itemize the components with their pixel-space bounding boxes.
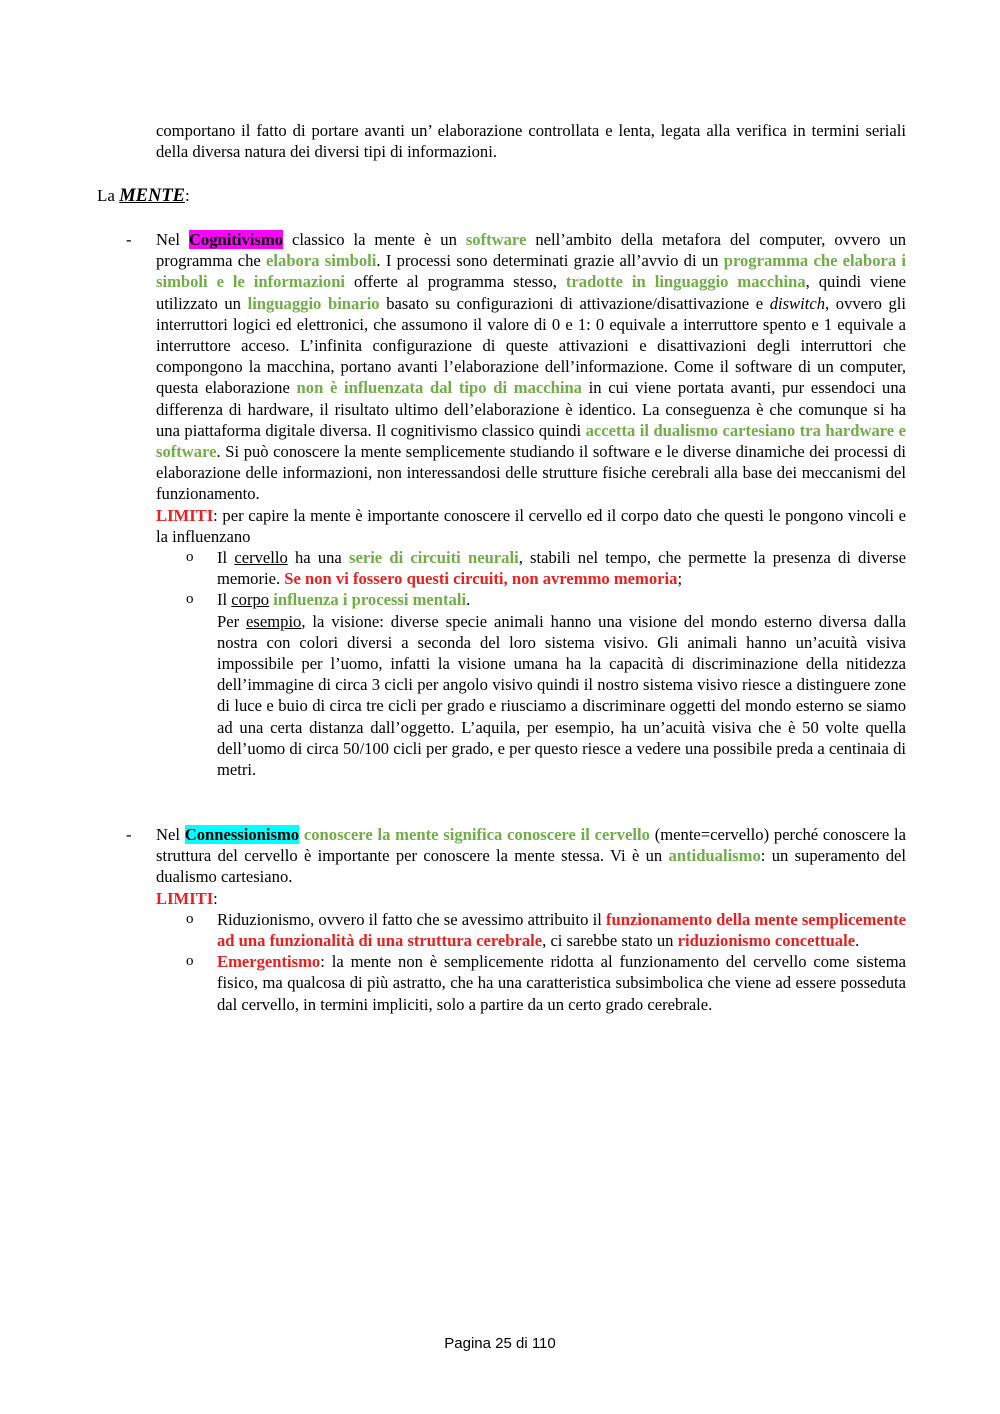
example-paragraph: Per esempio, la visione: diverse specie animali hanno una visione del mondo esterno diversa dalla nostra con colori diversi a seconda del loro sistema visivo. Gli animali hanno un’acuità visiva impossibile per l’uomo, infatti la visione umana ha la capacità di discriminazione della nitidezza dell’immagine di circa 3 cicli per angolo visivo quindi il nostro sistema visivo riesce a distinguere zone di luce e buio di circa tre cicli per grado e riusciamo a discriminare oggetti del mondo esterno se siamo ad una certa distanza dall’oggetto. L’aquila, per esempio, ha un’acuità visiva che è 50 volte quella dell’uomo di circa 50/100 cicli per grado, e per questo riesce a vedere una possibile preda a centinaia di metri.: [217, 611, 906, 780]
cognitivismo-section: [126, 229, 907, 780]
limiti-paragraph: LIMITI: per capire la mente è importante conoscere il cervello ed il corpo dato che questi le pongono vincoli e la influenzano: [156, 505, 906, 546]
connessionismo-term: Connessionismo: [184, 825, 300, 844]
connessionismo-section: [126, 824, 906, 1015]
limiti-label: LIMITI: [156, 505, 214, 525]
list-item: o Riduzionismo, ovvero il fatto che se avessimo attribuito il funzionamento della mente semplicemente ad una funzionalità di una struttura cerebrale, ci sarebbe stato un riduzionismo concettuale.: [186, 909, 906, 951]
list-bullet: o: [186, 591, 194, 608]
list-item: o Il corpo influenza i processi mentali. Per esempio, la visione: diverse specie animali hanno una visione del mondo esterno diversa dalla nostra con colori diversi a seconda del loro sistema visivo. Gli animali hanno un’acuità visiva impossibile per l’uomo, infatti la visione umana ha la capacità di discriminazione della nitidezza dell’immagine di circa 3 cicli per angolo visivo quindi il nostro sistema visivo riesce a distinguere zone di luce e buio di circa tre cicli per grado e riusciamo a discriminare oggetti del mondo esterno se siamo ad una certa distanza dall’oggetto. L’aquila, per esempio, ha un’acuità visiva che è 50 volte quella dell’uomo di circa 50/100 cicli per grado, e per questo riesce a vedere una possibile preda a centinaia di metri.: [186, 590, 906, 780]
list-dash: -: [126, 825, 132, 844]
list-bullet: o: [186, 549, 194, 566]
connessionismo-paragraph: Nel Connessionismo conoscere la mente significa conoscere il cervello (mente=cervello) perché conoscere la struttura del cervello è importante per conoscere la mente stessa. Vi è un antidualismo: un superamento del dualismo cartesiano.: [156, 825, 906, 887]
heading-title: MENTE: [119, 186, 185, 206]
list-bullet: o: [186, 910, 194, 927]
list-dash: -: [126, 230, 132, 249]
cognitivismo-paragraph: Nel Cognitivismo classico la mente è un software nell’ambito della metafora del computer, ovvero un programma che elabora simboli. I processi sono determinati grazie all’avvio di un programma che elabora i simboli e le informazioni offerte al programma stesso, tradotte in linguaggio macchina, quindi viene utilizzato un linguaggio binario basato su configurazioni di attivazione/disattivazione e diswitch, ovvero gli interruttori logici ed elettronici, che assumono il valore di 0 e 1: 0 equivale a interruttore spento e 1 equivale a interruttore acceso. L’infinita configurazione di queste attivazioni e disattivazioni degli interruttori che compongono la macchina, portano avanti l’elaborazione dell’informazione. Come il software di un computer, questa elaborazione non è influenzata dal tipo di macchina in cui viene portata avanti, pur essendoci una differenza di hardware, il risultato ultimo dell’elaborazione è identico. La conseguenza è che comunque si ha una piattaforma digitale diversa. Il cognitivismo classico quindi accetta il dualismo cartesiano tra hardware e software. Si può conoscere la mente semplicemente studiando il software e le diverse dinamiche dei processi di elaborazione delle informazioni, non interessandosi delle strutture fisiche cerebrali alla base dei meccanismi del funzionamento.: [156, 230, 907, 504]
cognitivismo-term: Cognitivismo: [188, 230, 283, 249]
page-number-footer: Pagina 25 di 110: [444, 1335, 556, 1352]
intro-paragraph: comportano il fatto di portare avanti un’ elaborazione controllata e lenta, legata alla verifica in termini seriali della diversa natura dei diversi tipi di informazioni.: [156, 121, 906, 162]
section-heading: La MENTE:: [97, 186, 190, 206]
limiti-label: LIMITI: [156, 888, 214, 908]
list-bullet: o: [186, 953, 194, 970]
limiti-paragraph: LIMITI:: [156, 888, 218, 908]
list-item: o Il cervello ha una serie di circuiti neurali, stabili nel tempo, che permette la presenza di diverse memorie. Se non vi fossero questi circuiti, non avremmo memoria;: [186, 548, 906, 589]
list-item: o Emergentismo: la mente non è semplicemente ridotta al funzionamento del cervello come sistema fisico, ma qualcosa di più astratto, che ha una caratteristica subsimbolica che viene ad essere posseduta dal cervello, in termini impliciti, solo a partire da un certo grado cerebrale.: [186, 952, 906, 1014]
